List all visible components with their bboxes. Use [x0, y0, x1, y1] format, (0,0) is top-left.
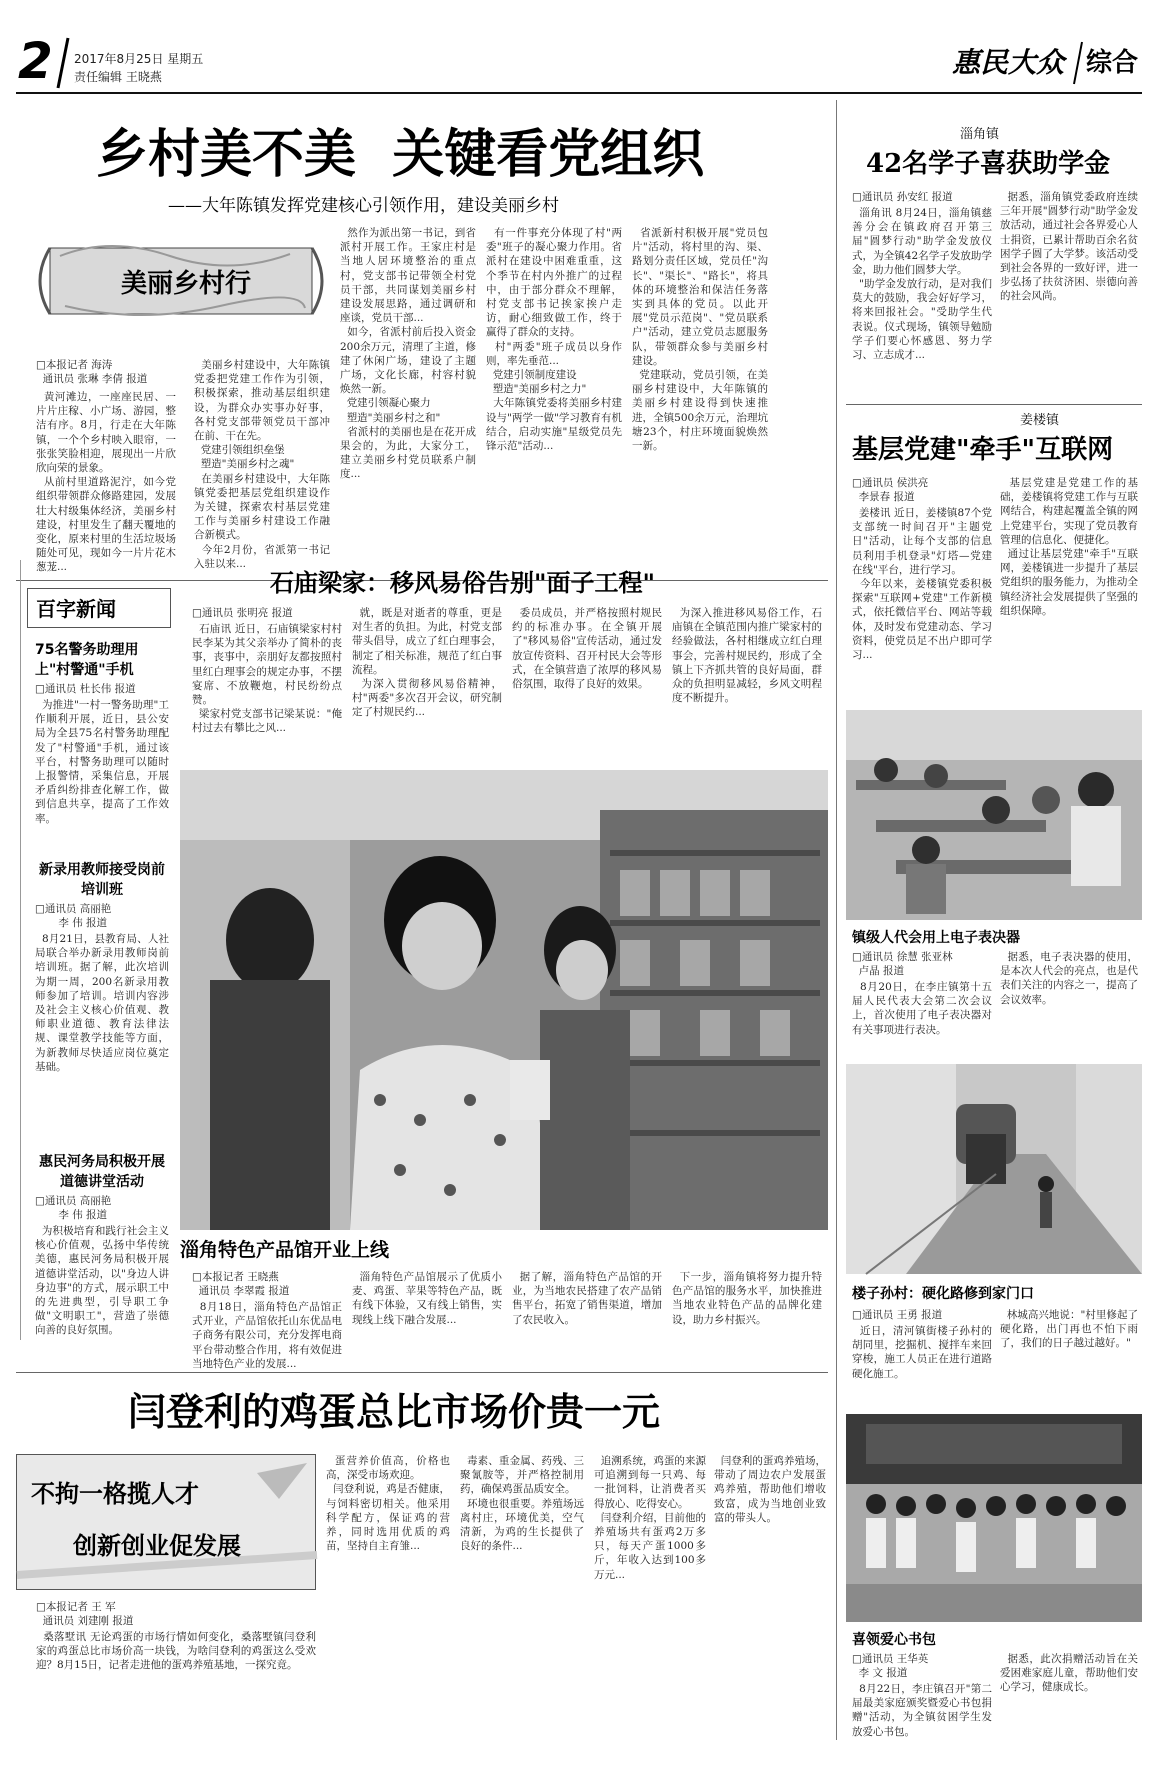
- brief-text-3: 为积极培育和践行社会主义核心价值观，弘扬中华传统美德，惠民河务局积极开展道德讲堂活动，以"身边人讲身边事"的方式，展示职工中的先进典型，引导职工争做"文明职工"，营造了崇德向善的良好氛围。: [35, 1225, 170, 1337]
- eggs-banner-line2: 创新创业促发展: [73, 1531, 241, 1560]
- brief-title-3: 惠民河务局积极开展道德讲堂活动: [39, 1154, 165, 1190]
- zhanjiao-title: 42名学子喜获助学金: [866, 149, 1111, 179]
- issue-date: 2017年8月25日 星期五: [74, 52, 204, 66]
- donation-col2: 据悉，此次捐赠活动旨在关爱困难家庭儿童，帮助他们安心学习，健康成长。: [1000, 1653, 1138, 1694]
- section-rule: [846, 404, 1142, 405]
- product-hall-col1: 8月18日，淄角特色产品馆正式开业，产品馆依托山东优品电子商务有限公司，充分发挥电商平台带动整合作用，将有效促进当地特色产业的发展...: [192, 1301, 342, 1370]
- masthead-rule: [16, 92, 1142, 94]
- page-number: 2: [18, 32, 53, 90]
- zhanjiao-tag: 淄角镇: [960, 127, 1000, 142]
- town-congress-col1: 8月20日，在李庄镇第十五届人民代表大会第二次会议上，首次使用了电子表决器对有关事项进行表决。: [852, 981, 992, 1036]
- eggs-byline: □本报记者 王 军 通讯员 刘建刚 报道: [36, 1601, 134, 1628]
- column-logo-text: 美丽乡村行: [120, 269, 251, 299]
- zhanjiao-col1: 淄角讯 8月24日，淄角镇慈善分会在镇政府召开第三届"圆梦行动"助学金发放仪式，为全镇42名学子发放助学金，助力他们圆梦大学。 "助学金发放行动，是对我们莫大的鼓励，我会好好学习，将来回报社会。"受助学生代表说。仪式现场，镇领导勉励学子们要心怀感恩、努力学习、立志成才...: [852, 207, 992, 362]
- product-hall-photo: [180, 770, 828, 1230]
- eggs-banner-line1: 不拘一格揽人才: [31, 1479, 199, 1508]
- masthead-logo: 惠民大众: [952, 46, 1065, 79]
- shimiao-title: 石庙梁家：移风易俗告别"面子工程": [270, 569, 656, 597]
- town-congress-col2: 据悉，电子表决器的使用，是本次人代会的亮点，也是代表们关注的内容之一，提高了会议效率。: [1000, 951, 1138, 1006]
- jiangluo-col2: 基层党建是党建工作的基础，姜楼镇将党建工作与互联网结合，构建起覆盖全镇的网上党建平台，实现了党员教育管理的信息化、便捷化。 通过让基层党建"牵手"互联网，姜楼镇进一步提升了基层党组织的服务能力，为推动全镇经济社会发展提供了坚强的组织保障。: [1000, 477, 1138, 617]
- eggs-col1: 桑落墅讯 无论鸡蛋的市场行情如何变化，桑落墅镇闫登利家的鸡蛋总比市场价高一块钱，为啥闫登利的鸡蛋这么受欢迎？8月15日，记者走进他的蛋鸡养殖基地，一探究竟。: [36, 1631, 316, 1672]
- eggs-col4: 追溯系统，鸡蛋的来源可追溯到每一只鸡、每一批饲料，让消费者买得放心、吃得安心。 闫登利介绍，目前他的养殖场共有蛋鸡2万多只，每天产蛋1000多斤，年收入达到100多万元...: [594, 1455, 706, 1581]
- eggs-col3: 毒素、重金属、药残、三聚氰胺等，并严格控制用药，确保鸡蛋品质安全。 环境也很重要。养殖场远离村庄，环境优美，空气清新，为鸡的生长提供了良好的条件...: [460, 1455, 584, 1553]
- brief-title-1: 75名警务助理用上"村警通"手机: [35, 642, 139, 678]
- product-hall-title: 淄角特色产品馆开业上线: [180, 1239, 390, 1261]
- town-congress-caption: 镇级人代会用上电子表决器: [852, 930, 1020, 946]
- donation-byline: □通讯员 王华英 李 文 报道: [852, 1653, 929, 1680]
- lead-col1: 黄河滩边，一座座民居、一片片庄稼、小广场、游园，整洁有序。8月，行走在大年陈镇，一个个乡村映入眼帘，一张张笑脸相迎，展现出一片欣欣向荣的景象。 从前村里道路泥泞，如今党组织带领群众修路建园，发展壮大村级集体经济，美丽乡村建设，村里发生了翻天覆地的变化，原来村里的生活垃圾场随处可见，现如今一片片花木葱茏...: [36, 391, 176, 574]
- donation-photo: [846, 1414, 1142, 1622]
- lead-col4: 有一件事充分体现了村"两委"班子的凝心聚力作用。省派村在建设中困难重重，这个季节在村内外推广的过程中，由于部分群众不理解，村党支部书记挨家挨户走访，耐心细致做工作，终于赢得了群众的支持。 村"两委"班子成员以身作则，率先垂范... 党建引领制度建设 塑造"美丽乡村之力" 大年陈镇党委将美丽乡村建设与"两学一做"学习教育有机结合，启动实施"星级党员先锋示范"活动...: [486, 227, 622, 453]
- brief-title-2: 新录用教师接受岗前培训班: [39, 862, 165, 898]
- jiangluo-title: 基层党建"牵手"互联网: [852, 435, 1114, 465]
- town-congress-byline: □通讯员 徐慧 张亚林 卢晶 报道: [852, 951, 953, 978]
- road-photo: [846, 1064, 1142, 1274]
- eggs-banner: [16, 1454, 316, 1590]
- brief-news-box: [20, 560, 176, 1340]
- shimiao-col4: 为深入推进移风易俗工作，石庙镇在全镇范围内推广梁家村的经验做法，各村相继成立红白理事会，完善村规民约，形成了全镇上下齐抓共管的良好局面，群众的负担明显减轻，乡风文明程度不断提升。: [672, 607, 822, 705]
- product-hall-byline: □本报记者 王晓燕 通讯员 李翠霞 报道: [192, 1271, 290, 1298]
- town-congress-photo: [846, 710, 1142, 920]
- product-hall-col4: 下一步，淄角镇将努力提升特色产品馆的服务水平，加快推进当地农业特色产品的品牌化建设，助力乡村振兴。: [672, 1271, 822, 1326]
- zhanjiao-col2: 据悉，淄角镇党委政府连续三年开展"圆梦行动"助学金发放活动，通过社会各界爱心人士捐资，已累计帮助百余名贫困学子圆了大学梦。该活动受到社会各界的一致好评，进一步弘扬了扶贫济困、崇德向善的社会风尚。: [1000, 191, 1138, 303]
- lead-title: 乡村美不美 关键看党组织: [96, 125, 705, 185]
- lead-subtitle: ——大年陈镇发挥党建核心引领作用，建设美丽乡村: [168, 196, 559, 216]
- zhanjiao-byline: □通讯员 孙安红 报道: [852, 191, 953, 203]
- brief-news-header: [27, 588, 171, 628]
- slash-divider: [1072, 42, 1084, 84]
- brief-byline-3: □通讯员 高丽艳 李 伟 报道: [35, 1195, 112, 1222]
- road-col1: 近日，清河镇街楼子孙村的胡同里，挖掘机、搅拌车来回穿梭，施工人员正在进行道路硬化施工。: [852, 1325, 992, 1380]
- lead-col5: 省派新村积极开展"党员包片"活动，将村里的沟、渠、路划分责任区域，党员任"沟长"、"渠长"、"路长"，将具体的环境整治和保洁任务落实到具体的党员。以此开展"党员示范岗"、"党员联系户"活动，建立党员志愿服务队，带领群众参与美丽乡村建设。 党建联动，党员引领，在美丽乡村建设中，大年陈镇的美丽乡村建设得到快速推进，全镇500余万元，治理坑塘23个，村庄环境面貌焕然一新。: [632, 227, 768, 453]
- road-col2: 林城高兴地说："村里修起了硬化路，出门再也不怕下雨了，我们的日子越过越好。": [1000, 1309, 1138, 1350]
- product-hall-col2: 淄角特色产品馆展示了优质小麦、鸡蛋、苹果等特色产品，既有线下体验，又有线上销售，实现线上线下融合发展...: [352, 1271, 502, 1326]
- editor: 责任编辑 王晓燕: [74, 70, 162, 84]
- shimiao-col1: 石庙讯 近日，石庙镇梁家村村民李某为其父亲举办了简朴的丧事，丧事中，亲朋好友都按照村里红白理事会的规定办事，不摆宴席、不放鞭炮，村民纷纷点赞。 梁家村党支部书记梁某说："俺村过去有攀比之风...: [192, 623, 342, 735]
- lead-col2: 美丽乡村建设中，大年陈镇党委把党建工作作为引领，积极探索，推动基层组织建设，为群众办实事办好事，各村党支部带领党员干部冲在前、干在先。 党建引领组织垒堡 塑造"美丽乡村之魂" 在美丽乡村建设中，大年陈镇党委把基层党组织建设作为关键，探索农村基层党建工作与美丽乡村建设工作融合新模式。 今年2月份，省派第一书记入驻以来...: [194, 359, 330, 570]
- jiangluo-tag: 姜楼镇: [1020, 413, 1060, 428]
- section-rule: [16, 1372, 828, 1373]
- donation-caption: 喜领爱心书包: [852, 1632, 936, 1648]
- column-divider: [836, 100, 837, 1740]
- lead-byline: □本报记者 海涛 通讯员 张琳 李倩 报道: [36, 359, 148, 386]
- jiangluo-byline: □通讯员 侯洪亮 李景春 报道: [852, 477, 929, 504]
- brief-byline-1: □通讯员 杜长伟 报道: [35, 683, 136, 695]
- jiangluo-col1: 姜楼讯 近日，姜楼镇87个党支部统一时间召开"主题党日"活动，让每个支部的信息员利用手机登录"灯塔—党建在线"平台，进行学习。 今年以来，姜楼镇党委积极探索"互联网+党建"工作新模式，依托微信平台、网站等载体，及时发布党建动态、学习资料，使党员足不出户即可学习...: [852, 507, 992, 662]
- brief-text-1: 为推进"一村一警务助理"工作顺利开展，近日，县公安局为全县75名村警务助理配发了"村警通"手机，通过该平台，村警务助理可以随时上报警情，采集信息，开展矛盾纠纷排查化解工作，做到信息共享，提高了工作效率。: [35, 699, 169, 825]
- column-logo: [20, 226, 332, 342]
- shimiao-col2: 就，既是对逝者的尊重，更是对生者的负担。为此，村党支部带头倡导，成立了红白理事会，制定了相关标准，规范了红白事流程。 为深入贯彻移风易俗精神，村"两委"多次召开会议，研究制定了村规民约...: [352, 607, 502, 719]
- brief-news-header-text: 百字新闻: [36, 597, 116, 621]
- section-name: 综合: [1086, 48, 1139, 78]
- eggs-col5: 闫登利的蛋鸡养殖场，带动了周边农户发展蛋鸡养殖，帮助他们增收致富，成为当地创业致富的带头人。: [714, 1455, 826, 1524]
- lead-col3: 然作为派出第一书记，到省派村开展工作。王家庄村是当地人居环境整治的重点村，党支部书记带领全村党员干部，共同谋划美丽乡村建设发展思路，通过调研和座谈，党员干部... 如今，省派村前后投入资金200余万元，清理了主道，修建了休闲广场，建设了主题广场，文化长廊，村容村貌焕然一新。 党建引领凝心聚力 塑造"美丽乡村之和" 省派村的美丽也是在花开成果会的，为此，大家分工，建立美丽乡村党员联系户制度...: [340, 227, 476, 481]
- donation-col1: 8月22日，李庄镇召开"第二届最美家庭颁奖暨爱心书包捐赠"活动，为全镇贫困学生发放爱心书包。: [852, 1683, 992, 1738]
- slash-divider: [56, 38, 70, 88]
- eggs-title: 闫登利的鸡蛋总比市场价贵一元: [128, 1389, 661, 1434]
- masthead: [16, 34, 1142, 92]
- shimiao-byline: □通讯员 张明亮 报道: [192, 607, 293, 619]
- brief-text-2: 8月21日，县教育局、人社局联合举办新录用教师岗前培训班。据了解，此次培训为期一周，200名新录用教师参加了培训。培训内容涉及社会主义核心价值观、教师职业道德、教育法律法规、课堂教学技能等方面，为新教师尽快适应岗位奠定基础。: [35, 933, 169, 1073]
- eggs-col2: 蛋营养价值高，价格也高，深受市场欢迎。 闫登利说，鸡是否健康，与饲料密切相关。他采用科学配方，保证鸡的营养，同时选用优质的鸡苗，坚持自主育雏...: [326, 1455, 450, 1553]
- shimiao-col3: 委员成员，并严格按照村规民约的标准办事。在全镇开展了"移风易俗"宣传活动，通过发放宣传资料、召开村民大会等形式，在全镇营造了浓厚的移风易俗氛围，取得了良好的效果。: [512, 607, 662, 691]
- road-caption: 楼子孙村：硬化路修到家门口: [852, 1286, 1034, 1302]
- product-hall-col3: 据了解，淄角特色产品馆的开业，为当地农民搭建了农产品销售平台，拓宽了销售渠道，增加了农民收入。: [512, 1271, 662, 1326]
- brief-byline-2: □通讯员 高丽艳 李 伟 报道: [35, 903, 112, 930]
- road-byline: □通讯员 王勇 报道: [852, 1309, 943, 1321]
